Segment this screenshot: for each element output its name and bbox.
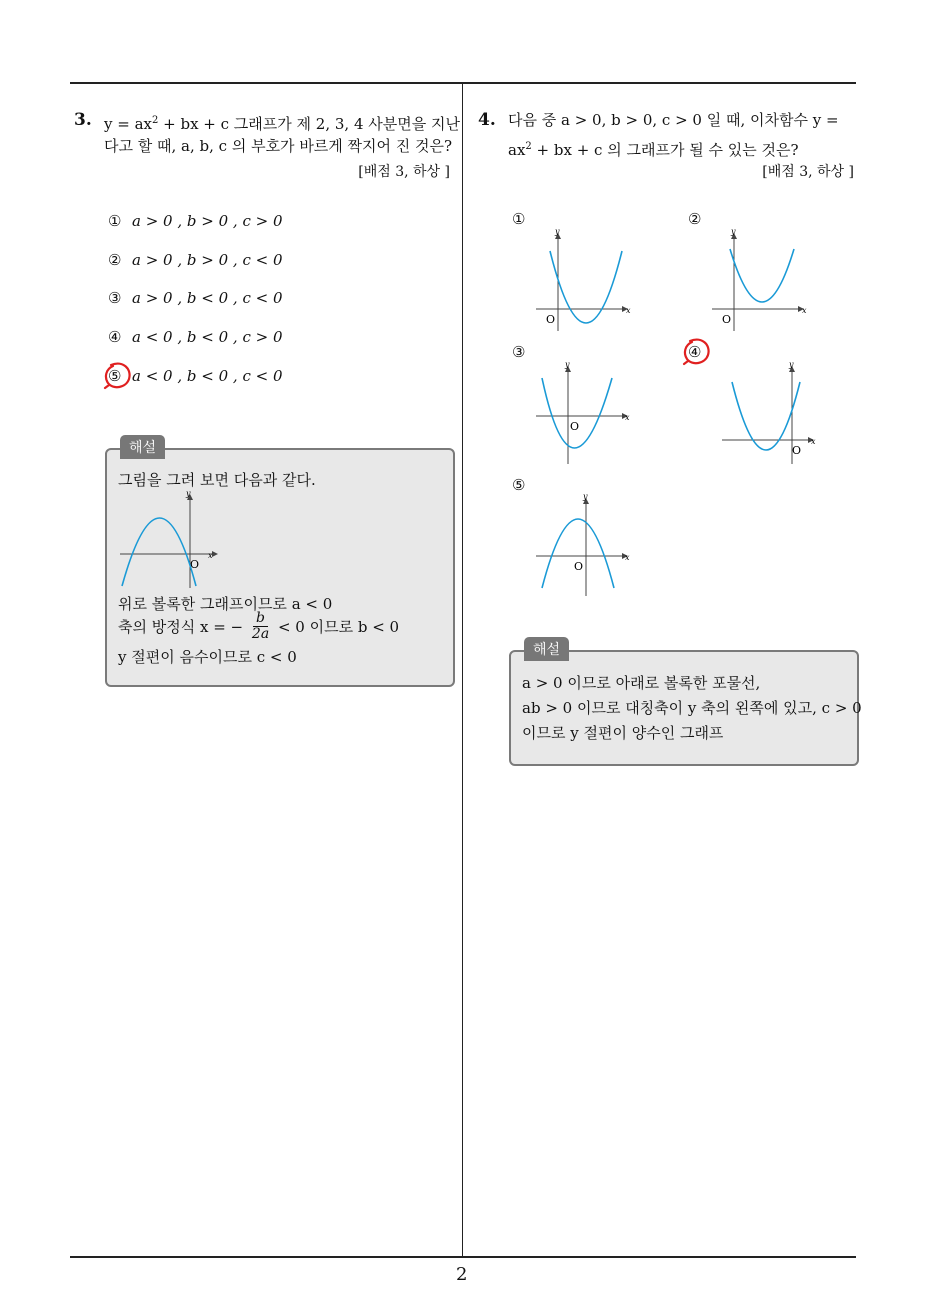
axis-y-label: y <box>565 360 570 369</box>
superscript-two: 2 <box>525 141 532 152</box>
equation-part: < 0 이므로 b < 0 <box>277 618 400 636</box>
problem-3-line-1 <box>104 108 460 137</box>
problem-3-line-2: 다고 할 때, a, b, c 의 부호가 바르게 짝지어 진 것은? <box>104 137 453 155</box>
graph-label-2[interactable]: ② <box>688 210 702 228</box>
problem-4-number: 4. <box>478 110 496 130</box>
origin-label: O <box>792 444 802 457</box>
choice-3-4[interactable] <box>108 328 283 346</box>
solution-4-line-1: a > 0 이므로 아래로 볼록한 포물선, <box>522 674 761 692</box>
fraction <box>252 611 269 642</box>
solution-tag-4: 해설 <box>524 637 569 661</box>
choice-number: ④ <box>108 328 122 346</box>
choice-3-2[interactable] <box>108 251 283 269</box>
axis-y-label: y <box>555 227 560 236</box>
axis-x-label: x <box>208 551 213 560</box>
origin-label: O <box>190 558 200 571</box>
graph-choice-1 <box>530 225 640 333</box>
problem-4-eq-pre: ax <box>508 141 526 159</box>
fraction-denominator: 2a <box>251 626 270 642</box>
top-rule <box>70 82 856 84</box>
axis-x-label: x <box>625 553 630 562</box>
origin-label: O <box>570 420 580 433</box>
solution-3-graph <box>112 488 222 590</box>
origin-label: O <box>546 313 556 326</box>
solution-3-line-4: y 절편이 음수이므로 c < 0 <box>118 648 297 666</box>
problem-3-eq-post: + bx + c 그래프가 제 2, 3, 4 사분면을 지난 <box>158 115 460 133</box>
problem-3-meta: [배점 3, 하상 ] <box>358 164 450 180</box>
graph-choice-2 <box>706 225 816 333</box>
solution-4-line-3: 이므로 y 절편이 양수인 그래프 <box>522 724 724 742</box>
choice-number: ⑤ <box>108 367 122 385</box>
bottom-rule <box>70 1256 856 1258</box>
problem-3-eq-pre: y = ax <box>104 115 152 133</box>
problem-4-line-2 <box>508 134 799 163</box>
axis-x-label: x <box>626 306 631 315</box>
choice-3-1[interactable] <box>108 212 283 230</box>
answer-mark-circle-icon <box>103 361 133 391</box>
choice-text: a > 0 , b < 0 , c < 0 <box>132 289 283 307</box>
choice-number: ② <box>108 251 122 269</box>
problem-3-number: 3. <box>74 110 92 130</box>
solution-3-line-1: 그림을 그려 보면 다음과 같다. <box>118 471 316 489</box>
problem-4-line-1: 다음 중 a > 0, b > 0, c > 0 일 때, 이차함수 y = <box>508 111 839 129</box>
solution-3-line-2: 위로 볼록한 그래프이므로 a < 0 <box>118 595 333 613</box>
axis-x-label: x <box>802 306 807 315</box>
choice-number: ① <box>108 212 122 230</box>
solution-4-line-2: ab > 0 이므로 대칭축이 y 축의 왼쪽에 있고, c > 0 <box>522 699 862 717</box>
axis-y-label: y <box>789 360 794 369</box>
choice-3-3[interactable] <box>108 289 283 307</box>
choice-text: a > 0 , b > 0 , c < 0 <box>132 251 283 269</box>
graph-choice-4 <box>716 358 826 466</box>
graph-label-4[interactable]: ④ <box>688 343 702 361</box>
fraction-numerator: b <box>253 611 268 627</box>
choice-number: ③ <box>108 289 122 307</box>
superscript-two: 2 <box>151 115 159 126</box>
axis-y-label: y <box>583 492 588 501</box>
solution-3-line-3 <box>118 611 399 645</box>
graph-label-5[interactable]: ⑤ <box>512 476 526 494</box>
graph-label-1[interactable]: ① <box>512 210 526 228</box>
choice-text: a < 0 , b < 0 , c > 0 <box>132 328 283 346</box>
column-divider <box>462 83 463 1258</box>
axis-y-label: y <box>731 227 736 236</box>
equation-part: 축의 방정식 x = − <box>118 618 244 636</box>
axis-x-label: x <box>625 413 630 422</box>
problem-4-meta: [배점 3, 하상 ] <box>762 164 854 180</box>
axis-x-label: x <box>811 437 816 446</box>
graph-choice-3 <box>530 358 640 466</box>
graph-label-3[interactable]: ③ <box>512 343 526 361</box>
axis-y-label: y <box>186 489 191 498</box>
choice-text: a < 0 , b < 0 , c < 0 <box>132 367 283 385</box>
choice-3-5[interactable] <box>108 367 283 385</box>
graph-choice-5 <box>530 490 640 598</box>
problem-4-eq-post: + bx + c 의 그래프가 될 수 있는 것은? <box>531 141 799 159</box>
origin-label: O <box>574 560 584 573</box>
answer-mark-circle-icon <box>682 337 712 367</box>
page-number: 2 <box>456 1264 468 1285</box>
solution-tag-3: 해설 <box>120 435 165 459</box>
choice-text: a > 0 , b > 0 , c > 0 <box>132 212 283 230</box>
origin-label: O <box>722 313 732 326</box>
